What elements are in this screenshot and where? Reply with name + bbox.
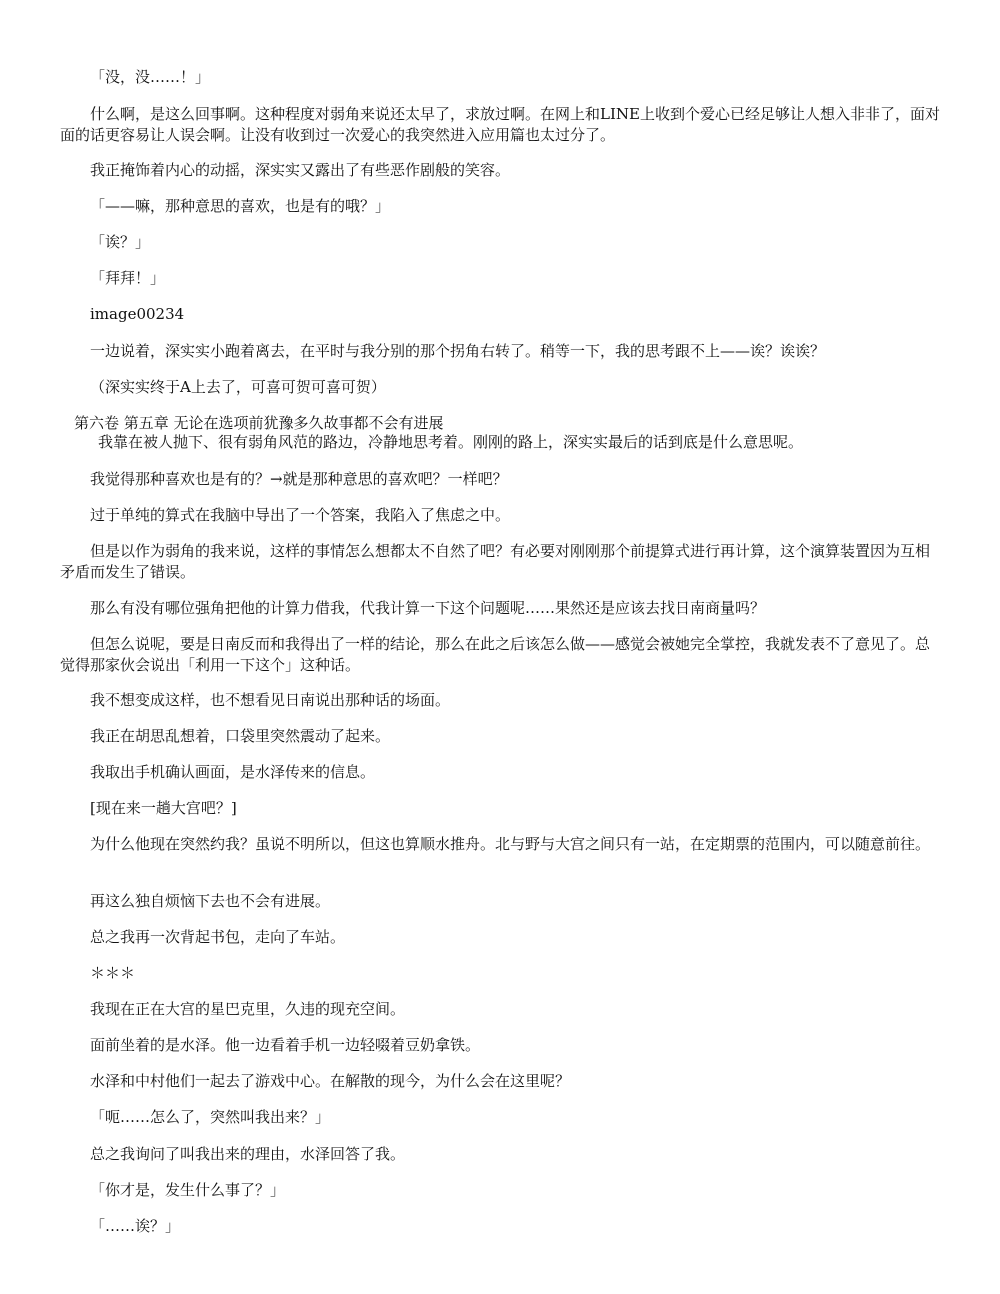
paragraph: 我正掩饰着内心的动摇，深实实又露出了有些恶作剧般的笑容。 (90, 161, 511, 179)
paragraph: 再这么独自烦恼下去也不会有进展。 (90, 892, 331, 910)
paragraph: 我现在正在大宫的星巴克里，久违的现充空间。 (90, 1000, 406, 1018)
paragraph: 但怎么说呢，要是日南反而和我得出了一样的结论，那么在此之后该怎么做——感觉会被她完全掌控，我就发表不了意见了。总觉得那家伙会说出「利用一下这个」这种话。 (60, 635, 931, 674)
paragraph: 水泽和中村他们一起去了游戏中心。在解散的现今，为什么会在这里呢？ (90, 1072, 571, 1090)
paragraph: 总之我询问了叫我出来的理由，水泽回答了我。 (90, 1145, 406, 1163)
paragraph: 过于单纯的算式在我脑中导出了一个答案，我陷入了焦虑之中。 (90, 506, 511, 524)
paragraph: 什么啊，是这么回事啊。这种程度对弱角来说还太早了，求放过啊。在网上和LINE上收到个爱心已经足够让人想入非非了，面对面的话更容易让人误会啊。让没有收到过一次爱心的我突然进入应用篇也太过分了。 (60, 105, 940, 144)
chapter-heading: 第六卷 第五章 无论在选项前犹豫多久故事都不会有进展 (74, 414, 444, 432)
paragraph: 我不想变成这样，也不想看见日南说出那种话的场面。 (90, 691, 451, 709)
paragraph: 我取出手机确认画面，是水泽传来的信息。 (90, 763, 376, 781)
chapter-first-paragraph: 我靠在被人抛下、很有弱角风范的路边，冷静地思考着。刚刚的路上，深实实最后的话到底是什么意思呢。 (98, 433, 804, 451)
paragraph: 「……诶？」 (90, 1217, 181, 1235)
paragraph: 一边说着，深实实小跑着离去，在平时与我分别的那个拐角右转了。稍等一下，我的思考跟不上——诶？诶诶？ (90, 342, 826, 360)
paragraph: 「没，没……！」 (90, 68, 211, 86)
message-text: [现在来一趟大宫吧？] (90, 799, 237, 817)
image-placeholder-label: image00234 (90, 305, 185, 323)
paragraph: 「拜拜！」 (90, 269, 166, 287)
paragraph: 「你才是，发生什么事了？」 (90, 1181, 286, 1199)
paragraph: 为什么他现在突然约我？虽说不明所以，但这也算顺水推舟。北与野与大宫之间只有一站，在定期票的范围内，可以随意前往。 (90, 835, 931, 853)
paragraph: 面前坐着的是水泽。他一边看着手机一边轻啜着豆奶拿铁。 (90, 1036, 481, 1054)
paragraph: 「诶？」 (90, 233, 151, 251)
paragraph: 我正在胡思乱想着，口袋里突然震动了起来。 (90, 727, 391, 745)
paragraph: 但是以作为弱角的我来说，这样的事情怎么想都太不自然了吧？有必要对刚刚那个前提算式进行再计算，这个演算装置因为互相矛盾而发生了错误。 (60, 542, 931, 581)
paragraph: 「呃……怎么了，突然叫我出来？」 (90, 1108, 331, 1126)
paragraph: 我觉得那种喜欢也是有的？→就是那种意思的喜欢吧？一样吧？ (90, 470, 508, 488)
paragraph: 总之我再一次背起书包，走向了车站。 (90, 928, 346, 946)
scene-break: ＊＊＊ (90, 964, 136, 982)
paragraph: 「——嘛，那种意思的喜欢，也是有的哦？」 (90, 197, 391, 215)
paragraph: 那么有没有哪位强角把他的计算力借我，代我计算一下这个问题呢……果然还是应该去找日南商量吗？ (90, 599, 766, 617)
paragraph: （深实实终于A上去了，可喜可贺可喜可贺） (90, 378, 386, 396)
